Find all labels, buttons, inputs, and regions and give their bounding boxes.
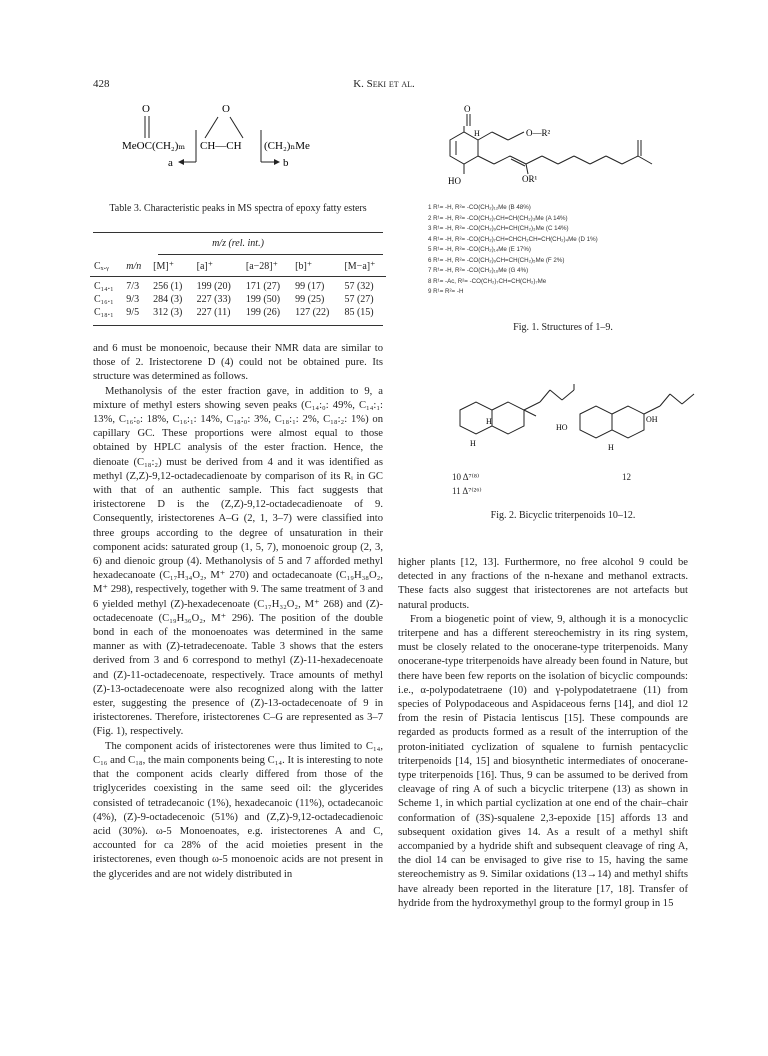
table-row: C₁₈.₁ 9/5 312 (3) 227 (11) 199 (26) 127 (22) 85 (15) — [94, 307, 374, 318]
table-row: C₁₄.₁ 7/3 256 (1) 199 (20) 171 (27) 99 (17) 57 (32) — [94, 281, 374, 292]
aldehyde-oxygen: O — [464, 104, 471, 114]
fig1-legend — [428, 203, 738, 298]
col-header: [M−a]⁺ — [344, 261, 376, 272]
svg-text:H: H — [608, 443, 614, 452]
carbonyl-oxygen: O — [142, 103, 150, 115]
fig2-oh-label: OH — [646, 415, 658, 424]
formula-left: MeOC(CH₂)ₘ — [122, 140, 186, 152]
hydroxy-label: HO — [448, 176, 461, 186]
table-rule-bottom — [93, 325, 383, 326]
hydrogen-label: H — [474, 129, 480, 138]
fig1-caption: Fig. 1. Structures of 1–9. — [513, 322, 613, 333]
col-header: [M]⁺ — [153, 261, 175, 272]
legend-item: 6 R¹= -H, R²= -CO(CH₂)₉CH=CH(CH₂)₅Me (F 2%) — [428, 256, 565, 264]
epoxy-ester-structure — [120, 100, 350, 180]
page-number: 428 — [93, 78, 110, 90]
col-header: [a]⁺ — [196, 261, 213, 272]
svg-text:H: H — [470, 439, 476, 448]
table3-header-row — [90, 260, 386, 273]
table-rule-mid — [90, 276, 386, 277]
table-rule-top — [93, 232, 383, 233]
paragraph: and 6 must be monoenoic, because their NMR data are similar to those of 2. Iristectorene D (4) could not be obtained pure. Its structure was determined as follows. — [93, 343, 383, 383]
legend-item: 4 R¹= -H, R²= -CO(CH₂)₇CH=CHCH₂CH=CH(CH₂)₄Me (D 1%) — [428, 235, 598, 243]
legend-item: 5 R¹= -H, R²= -CO(CH₂)₁₄Me (E 17%) — [428, 246, 531, 253]
epoxide-oxygen: O — [222, 103, 230, 115]
fragment-a-label: a — [168, 157, 173, 169]
legend-item: 3 R¹= -H, R²= -CO(CH₂)₉CH=CH(CH₂)₃Me (C 14%) — [428, 225, 569, 232]
table-rule-sub — [158, 254, 383, 255]
formula-middle: CH—CH — [200, 140, 242, 152]
fig2-caption: Fig. 2. Bicyclic triterpenoids 10–12. — [490, 510, 636, 521]
legend-item: 1 R¹= -H, R²= -CO(CH₂)₁₂Me (B 48%) — [428, 204, 531, 211]
col-header: Cₓ.ᵧ — [94, 261, 109, 272]
col-header: [b]⁺ — [295, 261, 313, 272]
svg-text:H: H — [486, 417, 492, 426]
table3-mz-header: m/z (rel. int.) — [212, 238, 264, 249]
fragment-b-label: b — [283, 157, 289, 169]
or1-label: OR¹ — [522, 174, 538, 184]
fig2-label-12: 12 — [622, 472, 631, 482]
ester-oxygen-r2: O—R² — [526, 128, 551, 138]
legend-item: 2 R¹= -H, R²= -CO(CH₂)₇CH=CH(CH₂)₃Me (A 14%) — [428, 214, 568, 222]
formula-right: (CH₂)ₙMe — [264, 140, 310, 152]
col-header: [a−28]⁺ — [245, 261, 278, 272]
table3 — [90, 260, 386, 319]
legend-item: 8 R¹= -Ac, R²= -CO(CH₂)₇CH=CH(CH₂)₇Me — [428, 277, 547, 285]
table3-caption: Table 3. Characteristic peaks in MS spectra of epoxy fatty esters — [109, 203, 367, 214]
fig1-structure — [428, 100, 678, 200]
right-column — [398, 556, 688, 911]
left-column — [93, 342, 383, 882]
fig2-structures — [450, 380, 700, 490]
fig2-label-10: 10 Δ⁷⁽⁸⁾ — [452, 472, 480, 482]
paragraph: From a biogenetic point of view, 9, although it is a monocyclic triterpene and has a different stereochemistry in its ring system, must be closely related to the onocerane-type triterpenoids. Many onocerane-type triterpenoids have already been found in Nature, but there have been few reports on the isolation of bicyclic compounds: i.e., α-polypodatetraene (10) and γ-polypodatetraene (11) from species of Polypodaceous and Aspidaceous ferns [14], and diol 12 from the resin of Pistacia lentiscus [15]. These compounds are regarded as products formed as a result of the interruption of the proton-initiated cyclization of squalene to furnish pentacyclic triterpenoids [14, 15] and biosynthetic intermediates of onocerane-type triterpenoids [16]. Thus, 9 can be assumed to be derived from cleavage of ring A of such a bicyclic triterpene (13) as shown in Scheme 1, in which partial cyclization at one end of the chair–chair conformation of (3S)-squalene 2,3-epoxide [15] affords 13 and subsequent oxidation gives 14. As a result of a methyl shift accompanied by a hydride shift and subsequent cleavage of ring A, the diol 14 can be envisaged to give rise to 15, having the same stereochemistry as 9. Similar oxidations (13→14) and methyl shifts have already been reported in the literature [17, 18]. Transfer of hydride from the hydroxymethyl group to the formyl group in 15 — [398, 613, 688, 909]
paragraph: higher plants [12, 13]. Furthermore, no free alcohol 9 could be detected in any fractions of the n-hexane and methanol extracts. These facts also suggest that iristectorenes are not artefacts but natural products. — [398, 557, 688, 611]
table-row: C₁₆.₁ 9/3 284 (3) 227 (33) 199 (50) 99 (25) 57 (27) — [94, 294, 374, 305]
running-title: K. Seki et al. — [353, 78, 415, 90]
col-header: m/n — [126, 261, 142, 272]
paragraph: The component acids of iristectorenes were thus limited to C₁₄, C₁₆ and C₁₈, the main components being C₁₄. It is interesting to note that the component acids clearly differed from those of the triglycerides coexisting in the same seed oil: the glycerides consisted of tetradecanoic (1%), hexadecanoic (11%), octadecanoic (4%), (Z)-9-octadecenoic (51%) and (Z,Z)-9,12-octadecadienoic acid (30%). ω-5 Monoenoates, e.g. iristectorenes A and C, accounted for ca 28% of the acid moieties present in the iristectorenes, even though ω-5 monoenoic acids are not present in the glycerides and are not widely distributed in — [93, 740, 383, 880]
paragraph: Methanolysis of the ester fraction gave, in addition to 9, a mixture of methyl esters showing seven peaks (C₁₄:₀: 49%, C₁₄:₁: 13%, C₁₆:₀: 18%, C₁₆:₁: 14%, C₁₈:₀: 3%, C₁₈:₁: 2%, C₁₈:₂: 1%) on capillary GC. These proportions were almost equal to those obtained by HPLC analysis of the ester fraction. Hence, the dienoate (C₁₈:₂) must be derived from 4 and it was identified as methyl (Z,Z)-9,12-octadecadienoate by comparison of its Rᵢ in GC with that of an authentic sample. This fact suggests that iristectorene D is the (Z,Z)-9,12-octadecadienoate of 9. Consequently, iristectorenes A–G (2, 1, 3–7) were classified into three groups according to the degree of unsaturation in their component acids: saturated group (1, 5, 7), monoenoic group (2, 3, 6) and dienoic group (4). Methanolysis of 5 and 7 afforded methyl hexadecanoate (C₁₇H₃₄O₂, M⁺ 270) and octadecanoate (C₁₉H₃₈O₂, M⁺ 298), respectively, together with 9. The same treatment of 3 and 6 yielded methyl (Z)-hexadecenoate (C₁₇H₃₂O₂, M⁺ 268) and (Z)-octadecenoate (C₁₉H₃₆O₂, M⁺ 296). The position of the double bond in each of the monoenoates was determined in the same manner as with (Z)-tetradecenoate. Table 3 shows that the esters derived from 3 and 6 correspond to methyl (Z)-11-hexadecenoate and (Z)-11-octadecenoate, respectively. Trace amounts of methyl (Z)-13-octadecenoate were also recognized along with the latter ester, suggesting the presence of (Z)-13-octadecenoate of 9 in iristectorenes. Therefore, iristectorenes C–G are represented as 3–7 (Fig. 1), respectively. — [93, 385, 383, 738]
fig2-ho-label: HO — [556, 423, 568, 432]
legend-item: 7 R¹= -H, R²= -CO(CH₂)₁₆Me (G 4%) — [428, 267, 529, 274]
legend-item: 9 R¹= R²= -H — [428, 288, 464, 295]
fig2-label-11: 11 Δ⁷⁽²⁶⁾ — [452, 486, 482, 496]
